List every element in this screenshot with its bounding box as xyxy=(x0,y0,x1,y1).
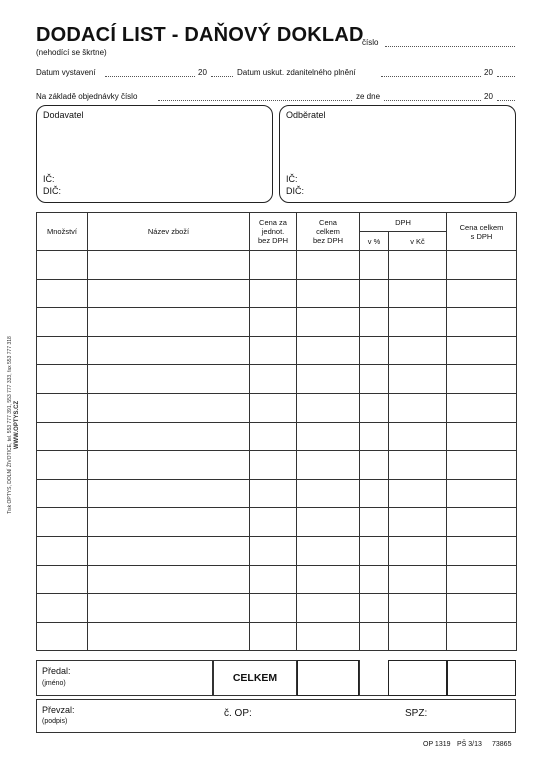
table-cell[interactable] xyxy=(360,422,389,451)
table-cell[interactable] xyxy=(360,622,389,651)
form-code-3: 73865 xyxy=(492,741,512,748)
table-cell[interactable] xyxy=(360,251,389,280)
celkem-bez-dph-field[interactable] xyxy=(297,660,359,696)
table-cell[interactable] xyxy=(360,536,389,565)
cislo-label: číslo xyxy=(362,38,379,47)
header-mnozstvi: Množství xyxy=(37,213,88,251)
table-row xyxy=(37,536,517,565)
spz-label: SPZ: xyxy=(405,708,428,719)
table-cell[interactable] xyxy=(250,279,297,308)
table-cell[interactable] xyxy=(250,451,297,480)
header-cena-jedn-l2: jednot. xyxy=(261,227,285,236)
year-field-1[interactable] xyxy=(211,76,233,77)
predal-jmeno: (jméno) xyxy=(42,680,66,687)
table-row xyxy=(37,508,517,537)
table-cell[interactable] xyxy=(447,622,517,651)
table-cell[interactable] xyxy=(250,479,297,508)
datum-uskut-field[interactable] xyxy=(381,76,481,77)
year-label-2: 20 xyxy=(484,68,493,77)
table-cell[interactable] xyxy=(297,393,360,422)
table-cell[interactable] xyxy=(250,336,297,365)
table-cell[interactable] xyxy=(297,451,360,480)
table-row xyxy=(37,279,517,308)
table-cell[interactable] xyxy=(88,393,250,422)
cop-label: č. OP: xyxy=(224,708,252,719)
table-cell[interactable] xyxy=(360,279,389,308)
table-cell[interactable] xyxy=(37,479,88,508)
predal-label: Předal: xyxy=(42,666,71,676)
table-row xyxy=(37,251,517,280)
table-cell[interactable] xyxy=(447,393,517,422)
table-cell[interactable] xyxy=(88,479,250,508)
table-cell[interactable] xyxy=(88,251,250,280)
table-cell[interactable] xyxy=(37,565,88,594)
table-cell[interactable] xyxy=(37,536,88,565)
table-cell[interactable] xyxy=(37,308,88,337)
table-cell[interactable] xyxy=(389,251,447,280)
table-cell[interactable] xyxy=(389,594,447,623)
table-cell[interactable] xyxy=(297,536,360,565)
table-cell[interactable] xyxy=(250,308,297,337)
ze-dne-label: ze dne xyxy=(356,92,381,101)
header-cena-jedn xyxy=(250,213,297,251)
celkem-s-dph-field[interactable] xyxy=(447,660,516,696)
table-cell[interactable] xyxy=(360,336,389,365)
supplier-dic: DIČ: xyxy=(43,186,61,196)
table-cell[interactable] xyxy=(297,365,360,394)
prevzal-box[interactable] xyxy=(36,699,516,733)
table-cell[interactable] xyxy=(37,422,88,451)
header-dph-kc: v Kč xyxy=(389,232,447,251)
celkem-spacer xyxy=(359,660,388,696)
table-row xyxy=(37,565,517,594)
supplier-box[interactable] xyxy=(36,105,273,203)
table-row xyxy=(37,422,517,451)
table-cell[interactable] xyxy=(447,565,517,594)
table-cell[interactable] xyxy=(250,622,297,651)
datum-vystaveni-label: Datum vystavení xyxy=(36,68,96,77)
header-cena-celkem-l1: Cena xyxy=(319,218,337,227)
table-cell[interactable] xyxy=(389,451,447,480)
objednavka-label: Na základě objednávky číslo xyxy=(36,92,138,101)
table-cell[interactable] xyxy=(37,622,88,651)
table-cell[interactable] xyxy=(447,422,517,451)
table-cell[interactable] xyxy=(37,279,88,308)
year-label-1: 20 xyxy=(198,68,207,77)
table-cell[interactable] xyxy=(360,308,389,337)
table-row xyxy=(37,622,517,651)
table-cell[interactable] xyxy=(360,451,389,480)
celkem-label: CELKEM xyxy=(213,660,297,696)
table-cell[interactable] xyxy=(389,479,447,508)
table-cell[interactable] xyxy=(37,508,88,537)
title-text: DODACÍ LIST - DAŇOVÝ DOKLAD xyxy=(36,24,364,46)
customer-title: Odběratel xyxy=(286,110,326,120)
header-dph: DPH xyxy=(360,213,447,232)
header-cena-celkem-l3: bez DPH xyxy=(312,236,343,245)
table-cell[interactable] xyxy=(297,479,360,508)
table-cell[interactable] xyxy=(37,594,88,623)
table-cell[interactable] xyxy=(297,508,360,537)
table-cell[interactable] xyxy=(389,365,447,394)
supplier-ic: IČ: xyxy=(43,174,55,184)
table-cell[interactable] xyxy=(297,251,360,280)
table-cell[interactable] xyxy=(88,565,250,594)
table-cell[interactable] xyxy=(447,508,517,537)
cislo-field[interactable] xyxy=(385,46,515,47)
table-cell[interactable] xyxy=(88,308,250,337)
side-print xyxy=(7,285,21,565)
table-cell[interactable] xyxy=(88,536,250,565)
table-cell[interactable] xyxy=(389,336,447,365)
table-cell[interactable] xyxy=(88,622,250,651)
table-cell[interactable] xyxy=(447,594,517,623)
header-cena-celkem xyxy=(297,213,360,251)
table-cell[interactable] xyxy=(297,308,360,337)
table-cell[interactable] xyxy=(297,622,360,651)
header-cena-s-dph xyxy=(447,213,517,251)
table-cell[interactable] xyxy=(447,536,517,565)
header-nazev: Název zboží xyxy=(88,213,250,251)
table-row xyxy=(37,308,517,337)
table-cell[interactable] xyxy=(250,508,297,537)
form-code-1: OP 1319 xyxy=(423,741,451,748)
table-cell[interactable] xyxy=(389,308,447,337)
table-cell[interactable] xyxy=(88,451,250,480)
table-cell[interactable] xyxy=(389,622,447,651)
customer-dic: DIČ: xyxy=(286,186,304,196)
items-table-body xyxy=(37,251,517,651)
table-cell[interactable] xyxy=(389,393,447,422)
table-cell[interactable] xyxy=(360,393,389,422)
table-cell[interactable] xyxy=(88,279,250,308)
table-cell[interactable] xyxy=(250,365,297,394)
customer-box[interactable] xyxy=(279,105,516,203)
header-cena-jedn-l1: Cena za xyxy=(259,218,287,227)
table-row xyxy=(37,393,517,422)
table-cell[interactable] xyxy=(360,479,389,508)
table-cell[interactable] xyxy=(37,393,88,422)
header-cena-jedn-l3: bez DPH xyxy=(257,236,288,245)
table-cell[interactable] xyxy=(447,336,517,365)
header-dph-pct: v % xyxy=(360,232,389,251)
table-cell[interactable] xyxy=(88,336,250,365)
year-field-3[interactable] xyxy=(497,100,515,101)
table-row xyxy=(37,594,517,623)
table-cell[interactable] xyxy=(360,365,389,394)
table-cell[interactable] xyxy=(37,336,88,365)
table-cell[interactable] xyxy=(447,308,517,337)
table-cell[interactable] xyxy=(88,422,250,451)
table-cell[interactable] xyxy=(447,451,517,480)
datum-vystaveni-field[interactable] xyxy=(105,76,195,77)
table-cell[interactable] xyxy=(360,565,389,594)
prevzal-podpis: (podpis) xyxy=(42,718,68,725)
header-cena-celkem-l2: celkem xyxy=(316,227,340,236)
table-cell[interactable] xyxy=(88,365,250,394)
header-cena-s-dph-l2: s DPH xyxy=(470,231,493,241)
table-cell[interactable] xyxy=(297,279,360,308)
table-row xyxy=(37,479,517,508)
table-cell[interactable] xyxy=(389,565,447,594)
table-cell[interactable] xyxy=(297,594,360,623)
table-cell[interactable] xyxy=(297,565,360,594)
datum-uskut-label: Datum uskut. zdanitelného plnění xyxy=(237,68,356,77)
table-cell[interactable] xyxy=(389,279,447,308)
table-cell[interactable] xyxy=(37,365,88,394)
table-row xyxy=(37,365,517,394)
table-cell[interactable] xyxy=(88,508,250,537)
table-cell[interactable] xyxy=(250,594,297,623)
table-cell[interactable] xyxy=(389,536,447,565)
table-cell[interactable] xyxy=(250,251,297,280)
table-cell[interactable] xyxy=(250,565,297,594)
side-print-line2: WWW.OPTYS.CZ xyxy=(14,400,20,450)
table-cell[interactable] xyxy=(389,508,447,537)
header-cena-s-dph-l1: Cena celkem xyxy=(459,222,504,232)
table-cell[interactable] xyxy=(447,365,517,394)
note-text: (nehodící se škrtne) xyxy=(36,48,107,57)
table-cell[interactable] xyxy=(360,594,389,623)
table-cell[interactable] xyxy=(37,251,88,280)
year-field-2[interactable] xyxy=(497,76,515,77)
table-cell[interactable] xyxy=(88,594,250,623)
year-label-3: 20 xyxy=(484,92,493,101)
table-cell[interactable] xyxy=(250,422,297,451)
predal-box[interactable] xyxy=(36,660,213,696)
table-row xyxy=(37,451,517,480)
table-cell[interactable] xyxy=(389,422,447,451)
table-cell[interactable] xyxy=(447,479,517,508)
table-cell[interactable] xyxy=(250,536,297,565)
document-title xyxy=(36,24,364,47)
celkem-dph-field[interactable] xyxy=(388,660,447,696)
prevzal-label: Převzal: xyxy=(42,705,75,715)
side-print-line1: Tisk OPTYS, DOLNÍ ŽIVOTICE, tel. 553 777 391, 553 777 333, fax 553 777 318 xyxy=(7,336,13,514)
form-code-2: PŠ 3/13 xyxy=(457,741,482,748)
table-row xyxy=(37,336,517,365)
objednavka-field[interactable] xyxy=(158,100,352,101)
customer-ic: IČ: xyxy=(286,174,298,184)
table-cell[interactable] xyxy=(37,451,88,480)
table-cell[interactable] xyxy=(360,508,389,537)
table-cell[interactable] xyxy=(297,336,360,365)
items-table xyxy=(36,212,517,651)
table-cell[interactable] xyxy=(250,393,297,422)
table-cell[interactable] xyxy=(447,279,517,308)
ze-dne-field[interactable] xyxy=(384,100,481,101)
table-cell[interactable] xyxy=(447,251,517,280)
table-cell[interactable] xyxy=(297,422,360,451)
supplier-title: Dodavatel xyxy=(43,110,84,120)
